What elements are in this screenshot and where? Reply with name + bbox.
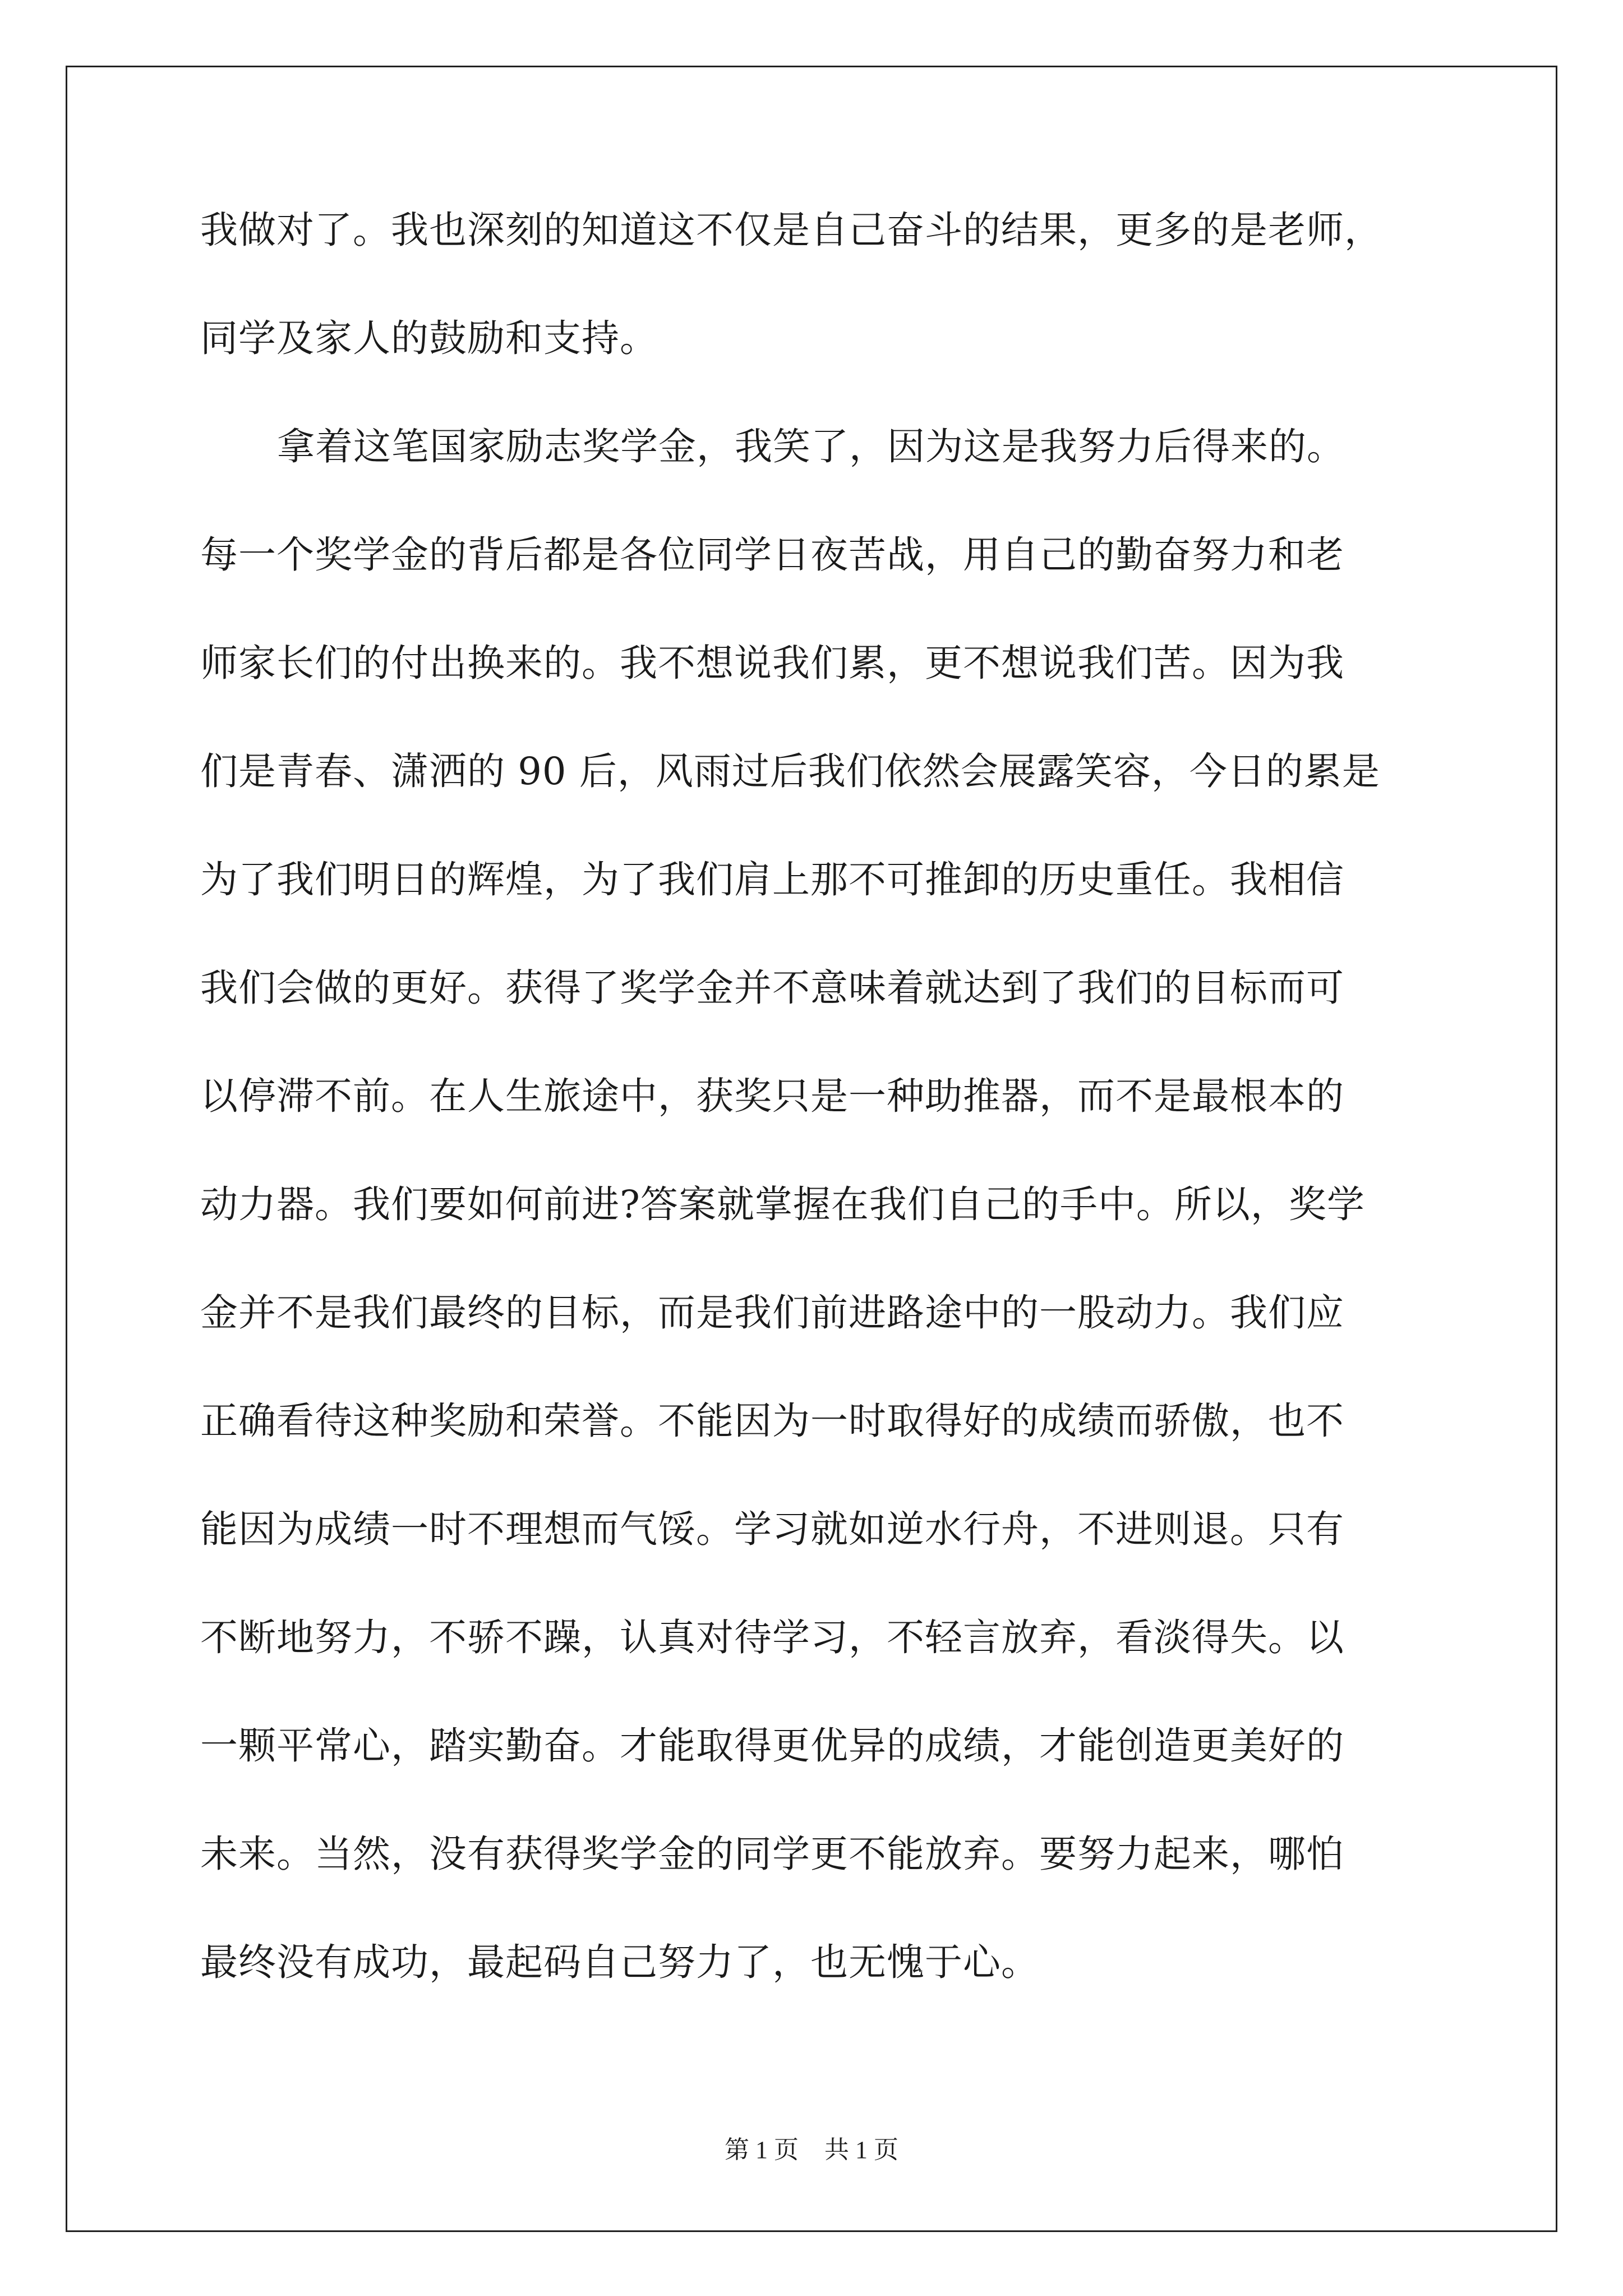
text-line: 师家长们的付出换来的。我不想说我们累，更不想说我们苦。因为我 [200,641,1344,685]
paragraph-first-line: 拿着这笔国家励志奖学金，我笑了，因为这是我努力后得来的。 [277,425,1345,468]
page-footer [0,2133,1623,2167]
page-number-current: 第 1 页 [725,2136,799,2164]
text-line: 动力器。我们要如何前进?答案就掌握在我们自己的手中。所以，奖学 [200,1182,1365,1226]
text-line: 正确看待这种奖励和荣誉。不能因为一时取得好的成绩而骄傲，也不 [200,1399,1344,1443]
text-line: 能因为成绩一时不理想而气馁。学习就如逆水行舟，不进则退。只有 [200,1507,1344,1551]
text-line: 我们会做的更好。获得了奖学金并不意味着就达到了我们的目标而可 [200,966,1344,1010]
text-line: 我做对了。我也深刻的知道这不仅是自己奋斗的结果，更多的是老师， [200,208,1382,252]
text-line: 以停滞不前。在人生旅途中，获奖只是一种助推器，而不是最根本的 [200,1074,1344,1118]
text-line: 同学及家人的鼓励和支持。 [200,316,658,360]
text-line: 一颗平常心，踏实勤奋。才能取得更优异的成绩，才能创造更美好的 [200,1724,1344,1768]
text-line: 为了我们明日的辉煌，为了我们肩上那不可推卸的历史重任。我相信 [200,858,1344,901]
page-number-total: 共 1 页 [824,2136,898,2164]
text-line: 金并不是我们最终的目标，而是我们前进路途中的一股动力。我们应 [200,1291,1344,1335]
text-line: 不断地努力，不骄不躁，认真对待学习，不轻言放弃，看淡得失。以 [200,1616,1344,1659]
text-line: 未来。当然，没有获得奖学金的同学更不能放弃。要努力起来，哪怕 [200,1832,1344,1876]
text-line: 们是青春、潇洒的 90 后，风雨过后我们依然会展露笑容，今日的累是 [200,749,1380,793]
text-line: 每一个奖学金的背后都是各位同学日夜苦战，用自己的勤奋努力和老 [200,533,1344,577]
text-line: 最终没有成功，最起码自己努力了，也无愧于心。 [200,1940,1039,1984]
document-body [200,208,1428,2048]
